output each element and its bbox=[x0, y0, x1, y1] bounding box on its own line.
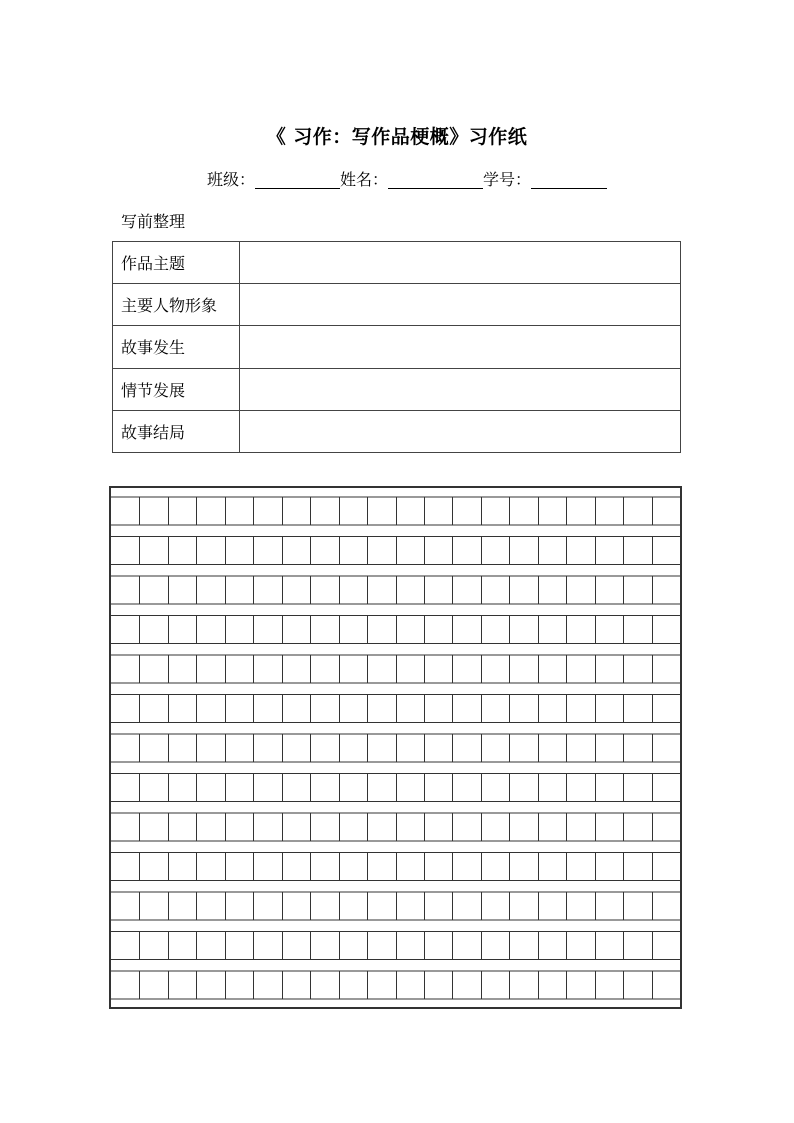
table-row bbox=[113, 368, 681, 410]
row-label: 故事发生 bbox=[113, 326, 240, 368]
writing-grid[interactable] bbox=[109, 486, 682, 1009]
row-value-cell[interactable] bbox=[240, 242, 681, 284]
row-label: 主要人物形象 bbox=[113, 284, 240, 326]
row-value-cell[interactable] bbox=[240, 284, 681, 326]
writing-grid-lines bbox=[111, 488, 680, 1007]
row-label: 作品主题 bbox=[113, 242, 240, 284]
table-row bbox=[113, 242, 681, 284]
table-row bbox=[113, 326, 681, 368]
name-label: 姓名： bbox=[340, 170, 389, 189]
id-label: 学号： bbox=[483, 170, 532, 189]
planning-table bbox=[112, 241, 681, 453]
row-label: 情节发展 bbox=[113, 368, 240, 410]
student-info-line bbox=[207, 169, 607, 191]
class-blank[interactable] bbox=[255, 170, 340, 189]
id-blank[interactable] bbox=[531, 170, 607, 189]
table-row bbox=[113, 284, 681, 326]
page-title: 《 习作：写作品梗概》习作纸 bbox=[266, 126, 528, 148]
section-label: 写前整理 bbox=[121, 212, 186, 231]
name-blank[interactable] bbox=[388, 170, 483, 189]
row-label: 故事结局 bbox=[113, 410, 240, 452]
table-row bbox=[113, 410, 681, 452]
row-value-cell[interactable] bbox=[240, 326, 681, 368]
row-value-cell[interactable] bbox=[240, 368, 681, 410]
row-value-cell[interactable] bbox=[240, 410, 681, 452]
class-label: 班级： bbox=[207, 170, 256, 189]
